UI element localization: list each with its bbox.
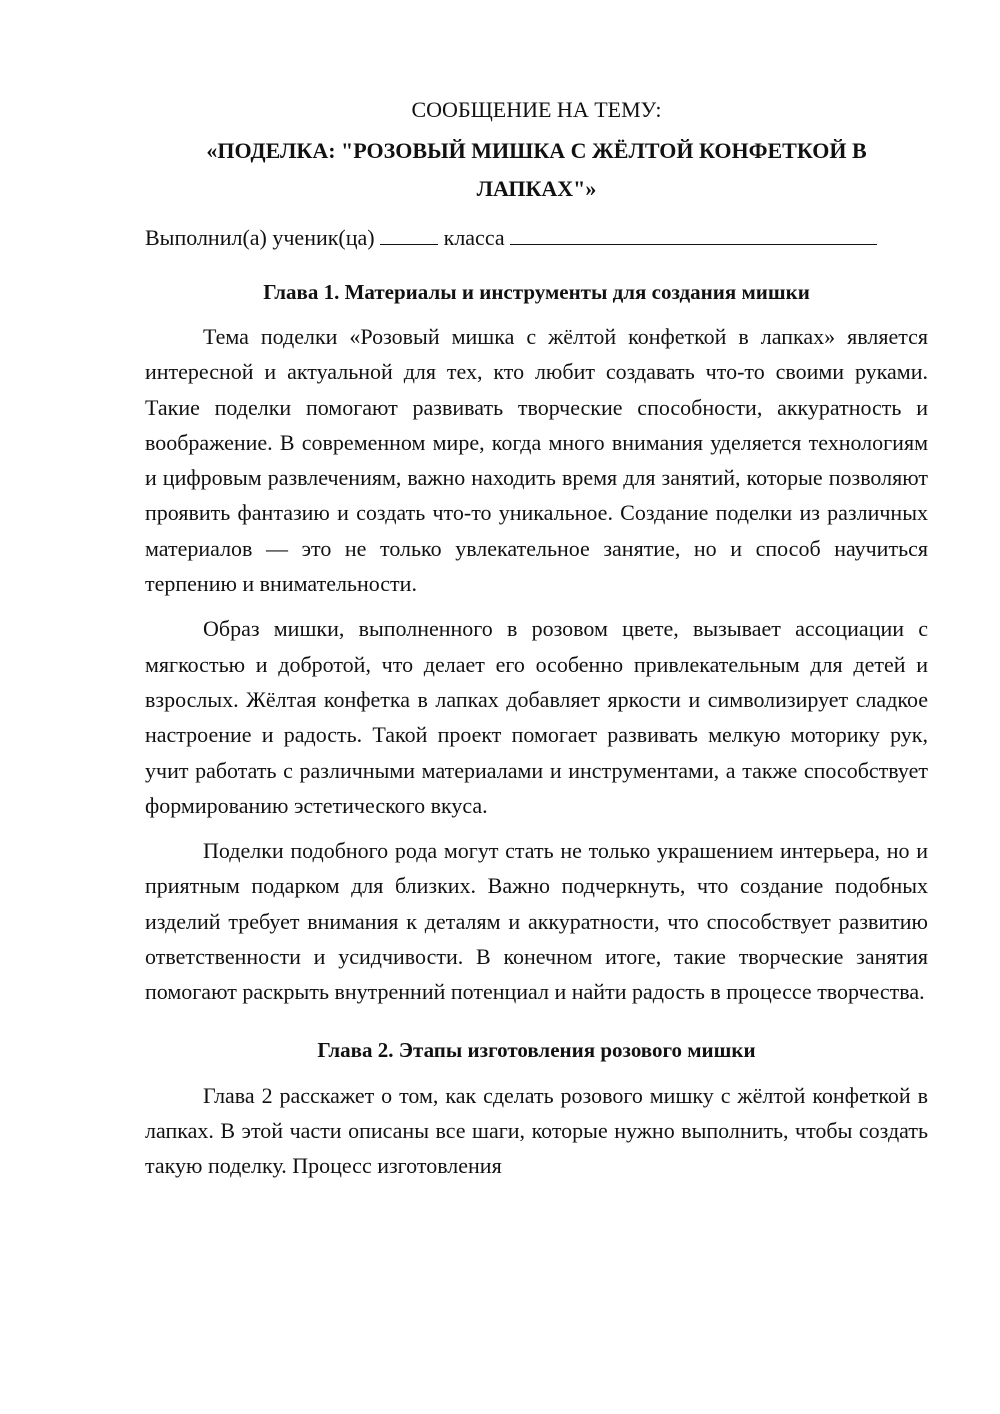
- chapter-1-paragraph-2: Образ мишки, выполненного в розовом цвете, вызывает ассоциации с мягкостью и добротой, что делает его особенно привлекательным для детей и взрослых. Жёлтая конфетка в лапках добавляет яркости и символизирует сладкое настроение и радость. Такой проект помогает развивать мелкую моторику рук, учит работать с различными материалами и инструментами, а также способствует формированию эстетического вкуса.: [145, 616, 928, 818]
- chapter-2-heading: Глава 2. Этапы изготовления розового мишки: [317, 1037, 756, 1062]
- performed-by-label: Выполнил(а) ученик(ца): [145, 225, 375, 250]
- document-topic: «ПОДЕЛКА: "РОЗОВЫЙ МИШКА С ЖЁЛТОЙ КОНФЕТКОЙ В ЛАПКАХ"»: [206, 138, 867, 201]
- chapter-1-paragraph-3: Поделки подобного рода могут стать не только украшением интерьера, но и приятным подарком для близких. Важно подчеркнуть, что создание подобных изделий требует внимания к деталям и аккуратности, что способствует развитию ответственности и усидчивости. В конечном итоге, такие творческие занятия помогают раскрыть внутренний потенциал и найти радость в процессе творчества.: [145, 838, 928, 1005]
- signature-line: [145, 220, 928, 256]
- class-label: класса: [443, 225, 505, 250]
- student-name-blank: [510, 220, 877, 245]
- chapter-1-paragraph-1: Тема поделки «Розовый мишка с жёлтой конфеткой в лапках» является интересной и актуальной для тех, кто любит создавать что-то своими руками. Такие поделки помогают развивать творческие способности, аккуратность и воображение. В современном мире, когда много внимания уделяется технологиям и цифровым развлечениям, важно находить время для занятий, которые позволяют проявить фантазию и создать что-то уникальное. Создание поделки из различных материалов — это не только увлекательное занятие, но и способ научиться терпению и внимательности.: [145, 324, 928, 597]
- chapter-1-heading: Глава 1. Материалы и инструменты для создания мишки: [263, 280, 810, 304]
- document-title: СООБЩЕНИЕ НА ТЕМУ:: [411, 97, 662, 122]
- class-number-blank: [380, 220, 438, 245]
- page-content: [145, 92, 928, 1194]
- chapter-2-paragraph-1: Глава 2 расскажет о том, как сделать розового мишку с жёлтой конфеткой в лапках. В этой части описаны все шаги, которые нужно выполнить, чтобы создать такую поделку. Процесс изготовления: [145, 1082, 928, 1179]
